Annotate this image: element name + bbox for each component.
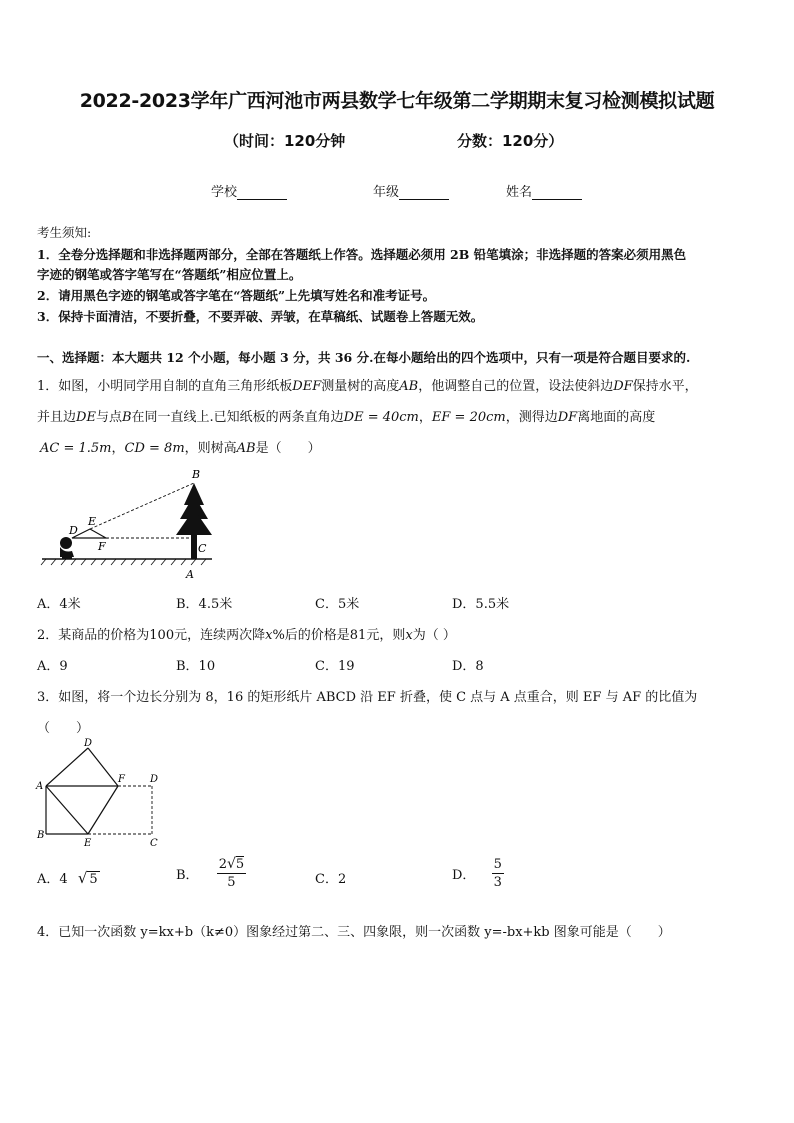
- exam-time: （时间：120分钟: [224, 132, 346, 150]
- q1-option-d[interactable]: D．5.5米: [452, 597, 510, 612]
- q1-option-c[interactable]: C．5米: [315, 597, 360, 612]
- exam-score: 分数：120分）: [457, 132, 564, 150]
- page-title: 2022-2023学年广西河池市两县数学七年级第二学期期末复习检测模拟试题: [79, 90, 715, 112]
- label-d-top: D: [84, 738, 93, 749]
- q1-figure-tree: [36, 465, 226, 583]
- label-b: B: [37, 830, 45, 841]
- label-b: B: [192, 468, 201, 481]
- label-a: A: [186, 568, 194, 581]
- q3-paren: （ ）: [37, 721, 90, 736]
- q3-option-c[interactable]: C．2: [315, 872, 347, 887]
- school-label: 学校: [211, 185, 238, 200]
- section-heading: 一、选择题：本大题共 12 个小题，每小题 3 分，共 36 分.在每小题给出的四个选项中，只有一项是符合题目要求的.: [37, 350, 691, 365]
- q1-line-2: 并且边DE与点B在同一直线上.已知纸板的两条直角边DE = 40cm，EF = 20cm，测得边DF离地面的高度: [37, 410, 656, 425]
- q3-option-b[interactable]: B． $\frac{2√5}{5}$: [176, 856, 245, 890]
- person-figure: [60, 537, 74, 559]
- q1-line-1: 1．如图，小明同学用自制的直角三角形纸板DEF测量树的高度AB，他调整自己的位置，设法使斜边DF保持水平，: [37, 379, 698, 394]
- notice-item-2: 2．请用黑色字迹的钢笔或答字笔在“答题纸”上先填写姓名和准考证号。: [37, 288, 436, 303]
- name-field[interactable]: [506, 181, 582, 200]
- school-field[interactable]: [211, 181, 287, 200]
- q1-line-3: AC = 1.5m，CD = 8m，则树高AB是（ ）: [40, 441, 321, 456]
- grade-label: 年级: [373, 185, 400, 200]
- label-c: C: [198, 542, 207, 555]
- q3-option-a[interactable]: A．4 √ 5: [37, 869, 98, 887]
- q1-option-a[interactable]: A．4米: [37, 597, 81, 612]
- label-a: A: [36, 781, 44, 792]
- grade-blank[interactable]: [399, 186, 449, 200]
- q2-stem: 2．某商品的价格为100元，连续两次降x%后的价格是81元，则x为（ ）: [37, 628, 456, 643]
- label-f: F: [118, 774, 125, 785]
- notice-item-3: 3．保持卡面清洁，不要折叠，不要弄破、弄皱，在草稿纸、试题卷上答题无效。: [37, 309, 484, 324]
- name-blank[interactable]: [532, 186, 582, 200]
- school-blank[interactable]: [237, 186, 287, 200]
- q2-option-a[interactable]: A．9: [37, 659, 68, 674]
- q2-option-d[interactable]: D．8: [452, 659, 484, 674]
- label-d: D: [69, 524, 78, 537]
- label-c: C: [150, 838, 158, 849]
- label-e: E: [88, 515, 97, 528]
- label-d-right: D: [150, 774, 159, 785]
- q3-stem: 3．如图，将一个边长分别为 8，16 的矩形纸片 ABCD 沿 EF 折叠，使 C 点与 A 点重合，则 EF 与 AF 的比值为: [37, 690, 698, 705]
- q4-stem: 4．已知一次函数 y=kx+b（k≠0）图象经过第二、三、四象限，则一次函数 y=-bx+kb 图象可能是（ ）: [37, 925, 671, 940]
- grade-field[interactable]: [373, 181, 449, 200]
- name-label: 姓名: [506, 185, 533, 200]
- q3-option-d[interactable]: D． $\frac{5}{3}$: [452, 857, 502, 890]
- notice-item-1a: 1．全卷分选择题和非选择题两部分，全部在答题纸上作答。选择题必须用 2B 铅笔填涂；非选择题的答案必须用黑色: [37, 247, 687, 262]
- q3-figure-fold: [34, 738, 174, 850]
- q2-option-b[interactable]: B．10: [176, 659, 216, 674]
- label-f: F: [98, 540, 106, 553]
- q2-option-c[interactable]: C．19: [315, 659, 355, 674]
- notice-heading: 考生须知:: [37, 225, 92, 240]
- tree-figure: [176, 483, 212, 559]
- label-e: E: [84, 838, 92, 849]
- notice-item-1b: 字迹的钢笔或答字笔写在“答题纸”相应位置上。: [37, 267, 302, 282]
- q1-option-b[interactable]: B．4.5米: [176, 597, 233, 612]
